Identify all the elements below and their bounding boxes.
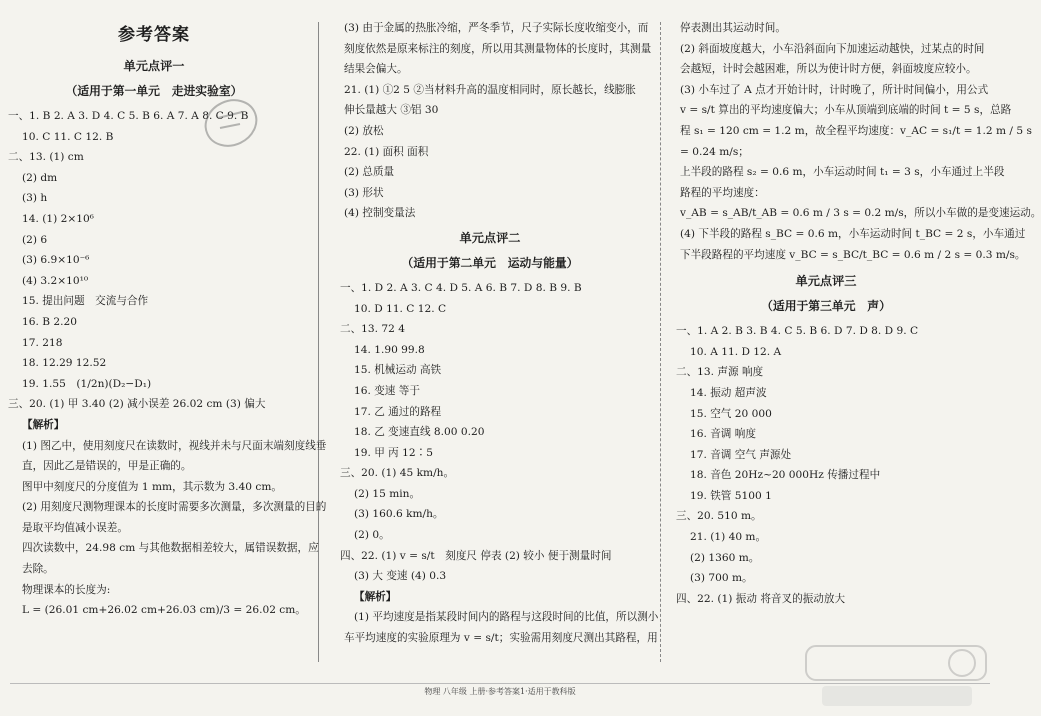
analysis-line: 下半段路程的平均速度 v_BC = s_BC/t_BC = 0.6 m / 2 s = 0.3 m/s。	[680, 248, 1026, 261]
analysis-line: 是取平均值减小误差。	[22, 521, 128, 534]
analysis-line: 路程的平均速度：	[680, 186, 765, 199]
unit-2-heading: 单元点评二	[459, 230, 521, 245]
answer-line: 10. D 11. C 12. C	[354, 302, 447, 315]
analysis-line: = 0.24 m/s；	[680, 145, 749, 158]
answer-line: 伸长量越大 ③铝 30	[344, 104, 439, 117]
analysis-label: 【解析】	[22, 418, 65, 431]
answer-line: 17. 218	[22, 336, 63, 349]
unit-2-subheading: （适用于第二单元 运动与能量）	[401, 255, 579, 270]
answer-line: 二、13. (1) cm	[8, 151, 84, 164]
answer-line: (2) 总质量	[344, 166, 395, 179]
answer-line: 四、22. (1) 振动 将音叉的振动放大	[676, 592, 846, 605]
analysis-line: (2) 斜面坡度越大，小车沿斜面向下加速运动越快，过某点的时间	[680, 42, 985, 55]
unit-3-subheading: （适用于第三单元 声）	[761, 299, 891, 314]
column-divider-1	[318, 22, 319, 662]
analysis-line: 刻度依然是原来标注的刻度，所以用其测量物体的长度时，其测量	[344, 42, 652, 55]
page-title: 参考答案	[118, 25, 190, 45]
answer-line: 14. 振动 超声波	[690, 386, 767, 399]
answer-line: 14. (1) 2×10⁶	[22, 212, 94, 225]
answer-line: 21. (1) 40 m。	[690, 531, 767, 544]
answer-line: 15. 空气 20 000	[690, 407, 772, 420]
unit-1-heading: 单元点评一	[123, 59, 185, 73]
answer-line: (3) h	[22, 192, 48, 205]
answer-line: 三、20. (1) 45 km/h。	[340, 467, 455, 480]
answer-line: 二、13. 72 4	[340, 323, 405, 336]
analysis-line: 结果会偏大。	[344, 63, 408, 76]
answer-line: (2) 放松	[344, 124, 384, 137]
analysis-line: v = s/t 算出的平均速度偏大；小车从顶端到底端的时间 t = 5 s，总路	[680, 104, 1012, 117]
unit-3-heading: 单元点评三	[795, 274, 857, 289]
answer-line: 16. 音调 响度	[690, 428, 756, 441]
answer-line: 10. C 11. C 12. B	[22, 130, 114, 143]
answer-line: (2) dm	[22, 171, 58, 184]
analysis-line: 四次读数中，24.98 cm 与其他数据相差较大，属错误数据，应	[22, 542, 319, 555]
analysis-line: (1) 平均速度是指某段时间内的路程与这段时间的比值，所以测小	[354, 611, 659, 624]
answer-line: 三、20. (1) 甲 3.40 (2) 减小误差 26.02 cm (3) 偏大	[8, 398, 266, 411]
answer-line: 18. 音色 20Hz~20 000Hz 传播过程中	[690, 469, 881, 482]
answer-line: (3) 700 m。	[690, 572, 753, 585]
answer-line: (3) 大 变速 (4) 0.3	[354, 570, 447, 583]
answer-line: 19. 铁管 5100 1	[690, 489, 772, 502]
unit-1-subheading: （适用于第一单元 走进实验室）	[65, 84, 243, 98]
answer-line: 三、20. 510 m。	[676, 510, 762, 523]
analysis-line: v_AB = s_AB/t_AB = 0.6 m / 3 s = 0.2 m/s，所以小车做的是变速运动。	[680, 207, 1041, 220]
answer-line: 16. 变速 等于	[354, 384, 420, 397]
column-divider-2	[660, 22, 661, 662]
answer-line: 17. 乙 通过的路程	[354, 405, 442, 418]
answer-line: 19. 甲 丙 12∶5	[354, 446, 433, 459]
answer-line: (3) 6.9×10⁻⁶	[22, 254, 90, 267]
analysis-line: (4) 下半段的路程 s_BC = 0.6 m，小车运动时间 t_BC = 2 s，小车通过	[680, 227, 1026, 240]
analysis-line: 停表测出其运动时间。	[680, 22, 786, 34]
answer-line: 一、1. B 2. A 3. D 4. C 5. B 6. A 7. A 8. C 9. B	[8, 110, 249, 122]
answer-line: 14. 1.90 99.8	[354, 343, 425, 356]
analysis-line: 图甲中刻度尺的分度值为 1 mm，其示数为 3.40 cm。	[22, 480, 282, 493]
answer-line: (2) 6	[22, 233, 48, 246]
analysis-line: 直，因此乙是错误的，甲是正确的。	[22, 460, 192, 473]
analysis-line: 上半段的路程 s₂ = 0.6 m，小车运动时间 t₁ = 3 s，小车通过上半段	[680, 166, 1005, 179]
answer-line: 四、22. (1) v = s/t 刻度尺 停表 (2) 较小 便于测量时间	[340, 549, 612, 562]
answer-line: 22. (1) 面积 面积	[344, 145, 429, 158]
column-3	[676, 18, 1041, 609]
analysis-line: (2) 用刻度尺测物理课本的长度时需要多次测量，多次测量的目的	[22, 501, 327, 514]
watermark-logo	[802, 642, 992, 712]
formula-line: L = (26.01 cm+26.02 cm+26.03 cm)/3 = 26.02 cm。	[22, 604, 306, 617]
answer-line: 19. 1.55 (1/2n)(D₂−D₁)	[22, 377, 152, 390]
stamp-icon	[196, 88, 266, 158]
analysis-line: (1) 图乙中，使用刻度尺在读数时，视线并未与尺面末端刻度线垂	[22, 439, 327, 452]
answer-line: 10. A 11. D 12. A	[690, 345, 782, 358]
analysis-line: 会越短，计时会越困难，所以为使计时方便，斜面坡度应较小。	[680, 63, 977, 76]
answer-line: 二、13. 声源 响度	[676, 366, 764, 379]
answer-line: (2) 1360 m。	[690, 551, 760, 564]
answer-line: 一、1. D 2. A 3. C 4. D 5. A 6. B 7. D 8. B 9. B	[340, 281, 582, 294]
answer-line: (3) 160.6 km/h。	[354, 508, 444, 521]
answer-line: 15. 机械运动 高铁	[354, 364, 442, 377]
answer-line: (2) 0。	[354, 529, 390, 542]
analysis-line: 程 s₁ = 120 cm = 1.2 m，故全程平均速度：v_AC = s₁/t = 1.2 m / 5 s	[680, 124, 1032, 137]
analysis-line: 去除。	[22, 563, 54, 576]
analysis-line: (3) 小车过了 A 点才开始计时，计时晚了，所计时间偏小，用公式	[680, 83, 989, 96]
answer-line: (4) 3.2×10¹⁰	[22, 274, 89, 287]
analysis-line: (3) 由于金属的热胀冷缩，严冬季节，尺子实际长度收缩变小，而	[344, 22, 649, 34]
answer-line: 16. B 2.20	[22, 315, 77, 328]
answer-line: 17. 音调 空气 声源处	[690, 448, 792, 461]
analysis-line: 车平均速度的实验原理为 v = s/t；实验需用刻度尺测出其路程，用	[344, 632, 658, 645]
answer-line: (4) 控制变量法	[344, 207, 416, 220]
column-2	[340, 18, 659, 649]
analysis-label: 【解析】	[354, 590, 397, 603]
analysis-line: 物理课本的长度为:	[22, 583, 111, 596]
answer-line: (3) 形状	[344, 186, 384, 199]
answer-line: 15. 提出问题 交流与合作	[22, 295, 149, 308]
answer-line: 一、1. A 2. B 3. B 4. C 5. B 6. D 7. D 8. D 9. C	[676, 325, 919, 338]
page-footer: 物理 八年级 上册·参考答案1·适用于教科版	[424, 687, 576, 696]
answer-line: 18. 12.29 12.52	[22, 357, 107, 370]
answer-line: 21. (1) ①2 5 ②当材料升高的温度相同时，原长越长，线膨胀	[344, 83, 636, 96]
answer-line: 18. 乙 变速直线 8.00 0.20	[354, 426, 485, 439]
answer-line: (2) 15 min。	[354, 487, 421, 500]
